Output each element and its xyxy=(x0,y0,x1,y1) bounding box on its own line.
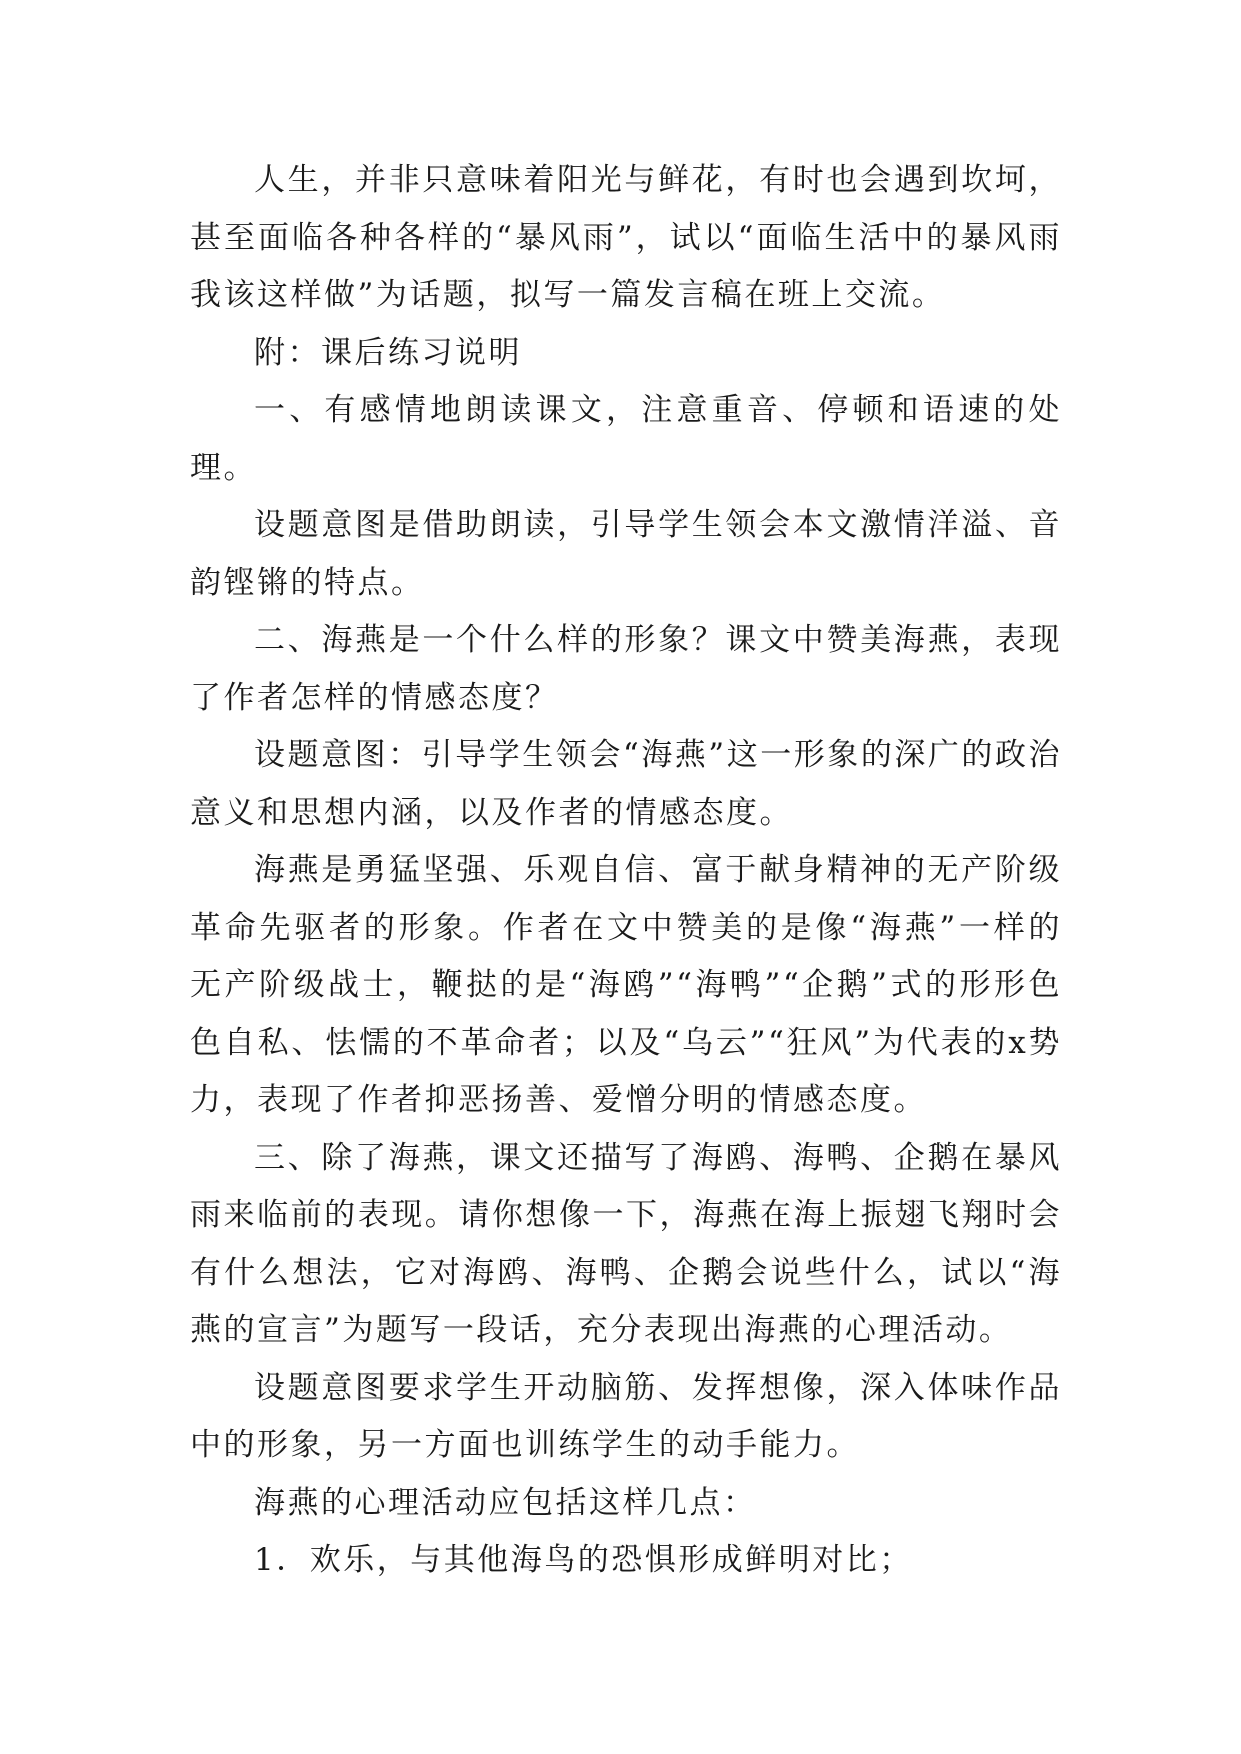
paragraph-exercise-1-intent: 设题意图是借助朗读，引导学生领会本文激情洋溢、音韵铿锵的特点。 xyxy=(190,507,1062,601)
paragraph-exercise-3-points-intro: 海燕的心理活动应包括这样几点： xyxy=(254,1484,757,1521)
paragraph-exercise-2: 二、海燕是一个什么样的形象？课文中赞美海燕，表现了作者怎样的情感态度？ xyxy=(190,622,1062,716)
paragraph-exercise-3-point-1: 1．欢乐，与其他海鸟的恐惧形成鲜明对比； xyxy=(254,1542,913,1578)
paragraph-exercise-2-intent: 设题意图：引导学生领会“海燕”这一形象的深广的政治意义和思想内涵，以及作者的情感态度。 xyxy=(190,737,1062,831)
paragraph-speech-prompt: 人生，并非只意味着阳光与鲜花，有时也会遇到坎坷，甚至面临各种各样的“暴风雨”，试以“面临生活中的暴风雨我该这样做”为话题，拟写一篇发言稿在班上交流。 xyxy=(190,162,1062,313)
paragraph-exercise-1: 一、有感情地朗读课文，注意重音、停顿和语速的处理。 xyxy=(190,392,1062,486)
paragraph-exercise-2-answer: 海燕是勇猛坚强、乐观自信、富于献身精神的无产阶级革命先驱者的形象。作者在文中赞美的是像“海燕”一样的无产阶级战士，鞭挞的是“海鸥”“海鸭”“企鹅”式的形形色色自私、怯懦的不革命者；以及“乌云”“狂风”为代表的x势力，表现了作者抑恶扬善、爱憎分明的情感态度。 xyxy=(190,852,1062,1118)
paragraph-appendix-heading: 附：课后练习说明 xyxy=(254,334,522,371)
document-page xyxy=(190,152,1062,1590)
paragraph-exercise-3-intent: 设题意图要求学生开动脑筋、发挥想像，深入体味作品中的形象，另一方面也训练学生的动手能力。 xyxy=(190,1369,1062,1463)
paragraph-exercise-3: 三、除了海燕，课文还描写了海鸥、海鸭、企鹅在暴风雨来临前的表现。请你想像一下，海燕在海上振翅飞翔时会有什么想法，它对海鸥、海鸭、企鹅会说些什么，试以“海燕的宣言”为题写一段话，充分表现出海燕的心理活动。 xyxy=(190,1139,1062,1348)
